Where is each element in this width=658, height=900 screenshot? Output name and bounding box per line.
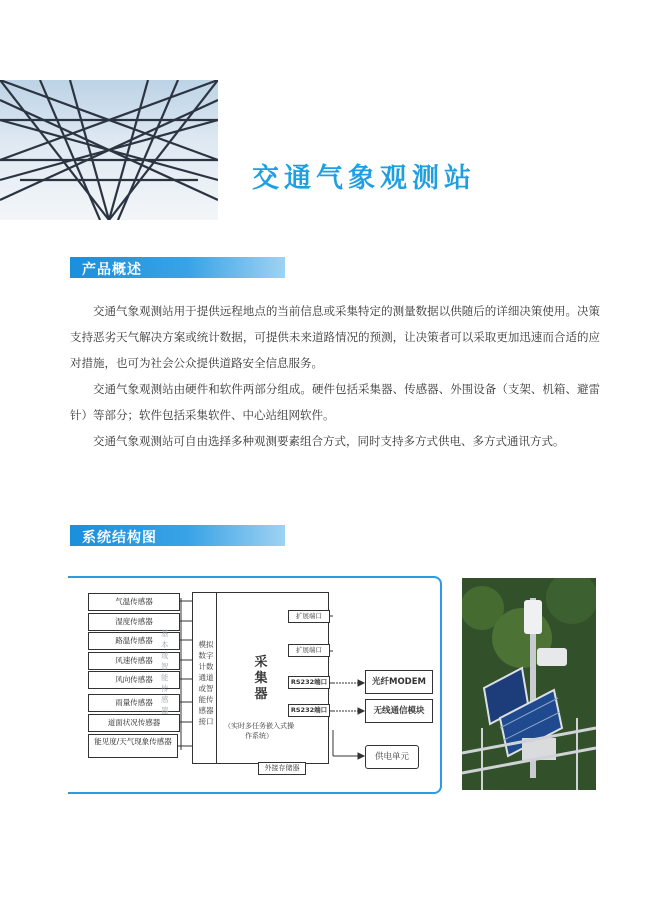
sensor-label-char: 基: [161, 629, 169, 638]
port-rs232-2: RS232端口: [288, 704, 330, 717]
structure-heading: 系统结构图: [82, 530, 157, 546]
interface-label-line: 或智: [198, 684, 214, 693]
collector-title-char: 集: [254, 671, 268, 686]
overview-paragraph: 交通气象观测站可自由选择多种观测要素组合方式，同时支持多方式供电、多方式通讯方式。: [93, 434, 565, 448]
page-title: 交通气象观测站: [252, 163, 476, 194]
port-rs232-1: RS232端口: [288, 676, 330, 689]
sensor-rain: 雨量传感器: [88, 694, 180, 712]
sensor-wind-speed: 风速传感器: [88, 652, 180, 670]
station-photo: [462, 578, 596, 790]
interface-label-line: 数字: [198, 651, 214, 660]
collector-subtitle: （实时多任务嵌入式操作系统）: [224, 722, 294, 740]
sensor-label-char: 智: [161, 662, 169, 671]
interface-label-line: 模拟: [198, 640, 214, 649]
fiber-modem: 光纤MODEM: [365, 670, 433, 694]
sensor-label-char: 能: [161, 673, 169, 682]
sensor-label-char: 或: [161, 651, 169, 660]
sensor-label-char: 本: [161, 640, 169, 649]
external-storage: 外接存储器: [258, 762, 306, 775]
interface-label-line: 接口: [198, 717, 214, 726]
wireless-module: 无线通信模块: [365, 699, 433, 723]
port-expansion-1: 扩展端口: [288, 610, 330, 623]
interface-label-line: 计数: [198, 662, 214, 671]
collector-title-char: 器: [254, 687, 268, 702]
interface-box: [192, 592, 217, 764]
interface-label-line: 通道: [198, 673, 214, 682]
sensor-road-surface: 道面状况传感器: [88, 714, 180, 732]
overview-paragraph: 交通气象观测站用于提供远程地点的当前信息或采集特定的测量数据以供随后的详细决策使用。决策支持恶劣天气解决方案或统计数据，可提供未来道路情况的预测，让决策者可以采取更加迅速而合适的应对措施，也可为社会公众提供道路安全信息服务。: [70, 304, 600, 370]
sensor-humidity: 湿度传感器: [88, 613, 180, 631]
sensor-label-char: 器: [161, 706, 169, 715]
sensor-air-temp: 气温传感器: [88, 593, 180, 611]
sensor-type-label: [161, 628, 171, 716]
overview-heading: 产品概述: [82, 262, 142, 278]
sensor-wind-dir: 风向传感器: [88, 671, 180, 689]
sensor-label-char: 感: [161, 695, 169, 704]
sensor-road-temp: 路温传感器: [88, 632, 180, 650]
interface-label-line: 感器: [198, 706, 214, 715]
port-expansion-2: 扩展端口: [288, 644, 330, 657]
sensor-label-char: 传: [161, 684, 169, 693]
interface-label-line: 能传: [198, 695, 214, 704]
sensor-visibility: 能见度/天气现象传感器: [88, 734, 178, 758]
collector-title-char: 采: [254, 655, 268, 670]
overview-paragraph: 交通气象观测站由硬件和软件两部分组成。硬件包括采集器、传感器、外围设备（支架、机箱、避雷针）等部分；软件包括采集软件、中心站组网软件。: [70, 382, 600, 422]
power-unit: 供电单元: [365, 745, 419, 769]
